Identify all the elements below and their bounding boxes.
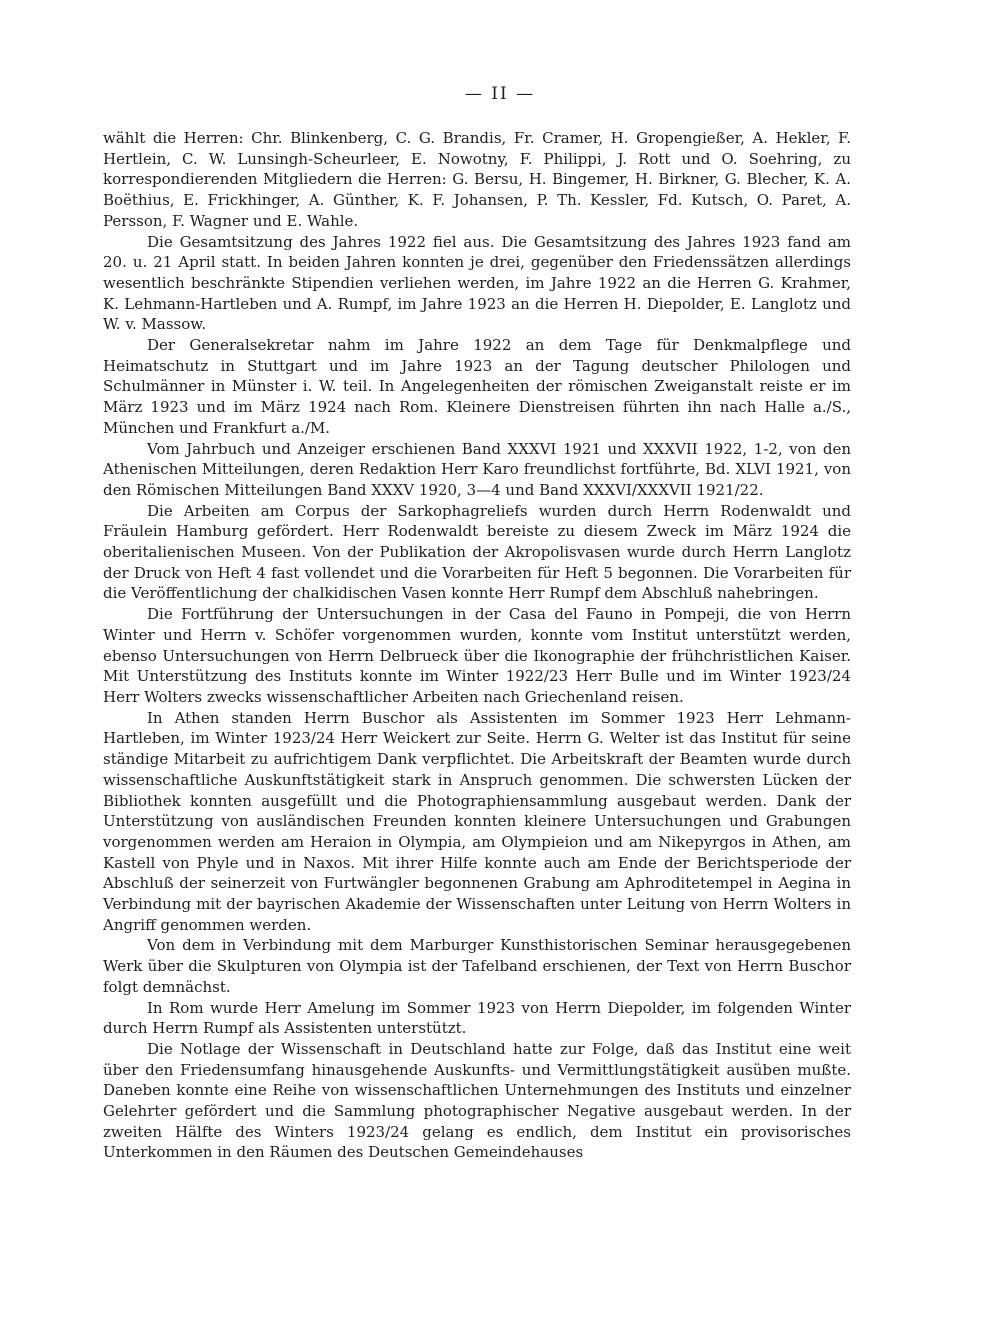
paragraph-publications: Vom Jahrbuch und Anzeiger erschienen Band XXXVI 1921 und XXXVII 1922, 1-2, von den Athenischen Mitteilungen, deren Redaktion Herr Karo freundlichst fortführte, Bd. XLVI 1921, von den Römischen Mitteilungen Band XXXV 1920, 3—4 und Band XXXVI/XXXVII 1921/22.	[103, 439, 851, 499]
page-number: — II —	[464, 84, 536, 104]
paragraph-general-meeting: Die Gesamtsitzung des Jahres 1922 fiel aus. Die Gesamtsitzung des Jahres 1923 fand am 20. u. 21 April statt. In beiden Jahren konnten je drei, gegenüber den Friedenssätzen allerdings wesentlich beschränkte Stipendien verliehen werden, im Jahre 1922 an die Herren G. Krahmer, K. Lehmann-Hartleben und A. Rumpf, im Jahre 1923 an die Herren H. Diepolder, E. Langlotz und W. v. Massow.	[103, 232, 851, 334]
paragraph-science-crisis: Die Notlage der Wissenschaft in Deutschland hatte zur Folge, daß das Institut eine weit über den Friedensumfang hinausgehende Auskunfts- und Vermittlungstätigkeit ausüben mußte. Daneben konnte eine Reihe von wissenschaftlichen Unternehmungen des Instituts und einzelner Gelehrter gefördert und die Sammlung photographischer Negative ausgebaut werden. In der zweiten Hälfte des Winters 1923/24 gelang es endlich, dem Institut ein provisorisches Unterkommen in den Räumen des Deutschen Gemeindehauses	[103, 1039, 851, 1162]
paragraph-sarcophagus-corpus: Die Arbeiten am Corpus der Sarkophagreliefs wurden durch Herrn Rodenwaldt und Fräulein Hamburg gefördert. Herr Rodenwaldt bereiste zu diesem Zweck im März 1924 die oberitalienischen Museen. Von der Publikation der Akropolisvasen wurde durch Herrn Langlotz der Druck von Heft 4 fast vollendet und die Vorarbeiten für Heft 5 begonnen. Die Vorarbeiten für die Veröffentlichung der chalkidischen Vasen konnte Herr Rumpf dem Abschluß nahebringen.	[103, 501, 851, 603]
paragraph-general-secretary: Der Generalsekretar nahm im Jahre 1922 an dem Tage für Denkmalpflege und Heimatschutz in Stuttgart und im Jahre 1923 an der Tagung deutscher Philologen und Schulmänner in Münster i. W. teil. In Angelegenheiten der römischen Zweiganstalt reiste er im März 1923 und im März 1924 nach Rom. Kleinere Dienstreisen führten ihn nach Halle a./S., München und Frankfurt a./M.	[103, 336, 851, 437]
paragraph-rome: In Rom wurde Herr Amelung im Sommer 1923 von Herrn Diepolder, im folgenden Winter durch Herrn Rumpf als Assistenten unterstützt.	[103, 998, 851, 1038]
body-text	[103, 128, 851, 1163]
paragraph-pompeii-research: Die Fortführung der Untersuchungen in der Casa del Fauno in Pompeji, die von Herrn Winter und Herrn v. Schöfer vorgenommen wurden, konnte vom Institut unterstützt werden, ebenso Untersuchungen von Herrn Delbrueck über die Ikonographie der frühchristlichen Kaiser. Mit Unterstützung des Instituts konnte im Winter 1922/23 Herr Bulle und im Winter 1923/24 Herr Wolters zwecks wissenschaftlicher Arbeiten nach Griechenland reisen.	[103, 605, 851, 706]
paragraph-olympia-sculptures: Von dem in Verbindung mit dem Marburger Kunsthistorischen Seminar herausgegebenen Werk über die Skulpturen von Olympia ist der Tafelband erschienen, der Text von Herrn Buschor folgt demnächst.	[103, 936, 851, 996]
paragraph-members: wählt die Herren: Chr. Blinkenberg, C. G. Brandis, Fr. Cramer, H. Gropengießer, A. Hekler, F. Hertlein, C. W. Lunsingh-Scheurleer, E. Nowotny, F. Philippi, J. Rott und O. Soehring, zu korrespondierenden Mitgliedern die Herren: G. Bersu, H. Bingemer, H. Birkner, G. Blecher, K. A. Boëthius, E. Frickhinger, A. Günther, K. F. Johansen, P. Th. Kessler, Fd. Kutsch, O. Paret, A. Persson, F. Wagner und E. Wahle.	[103, 129, 851, 230]
paragraph-athens: In Athen standen Herrn Buschor als Assistenten im Sommer 1923 Herr Lehmann-Hartleben, im Winter 1923/24 Herr Weickert zur Seite. Herrn G. Welter ist das Institut für seine ständige Mitarbeit zu aufrichtigem Dank verpflichtet. Die Arbeitskraft der Beamten wurde durch wissenschaftliche Auskunftstätigkeit stark in Anspruch genommen. Die schwersten Lücken der Bibliothek konnten ausgefüllt und die Photographiensammlung ausgebaut werden. Dank der Unterstützung von ausländischen Freunden konnten kleinere Untersuchungen und Grabungen vorgenommen werden am Heraion in Olympia, am Olympieion und am Nikepyrgos in Athen, am Kastell von Phyle und in Naxos. Mit ihrer Hilfe konnte auch am Ende der Berichtsperiode der Abschluß der seinerzeit von Furtwängler begonnenen Grabung am Aphroditetempel in Aegina in Verbindung mit der bayrischen Akademie der Wissenschaften unter Leitung von Herrn Wolters in Angriff genommen werden.	[103, 708, 851, 934]
